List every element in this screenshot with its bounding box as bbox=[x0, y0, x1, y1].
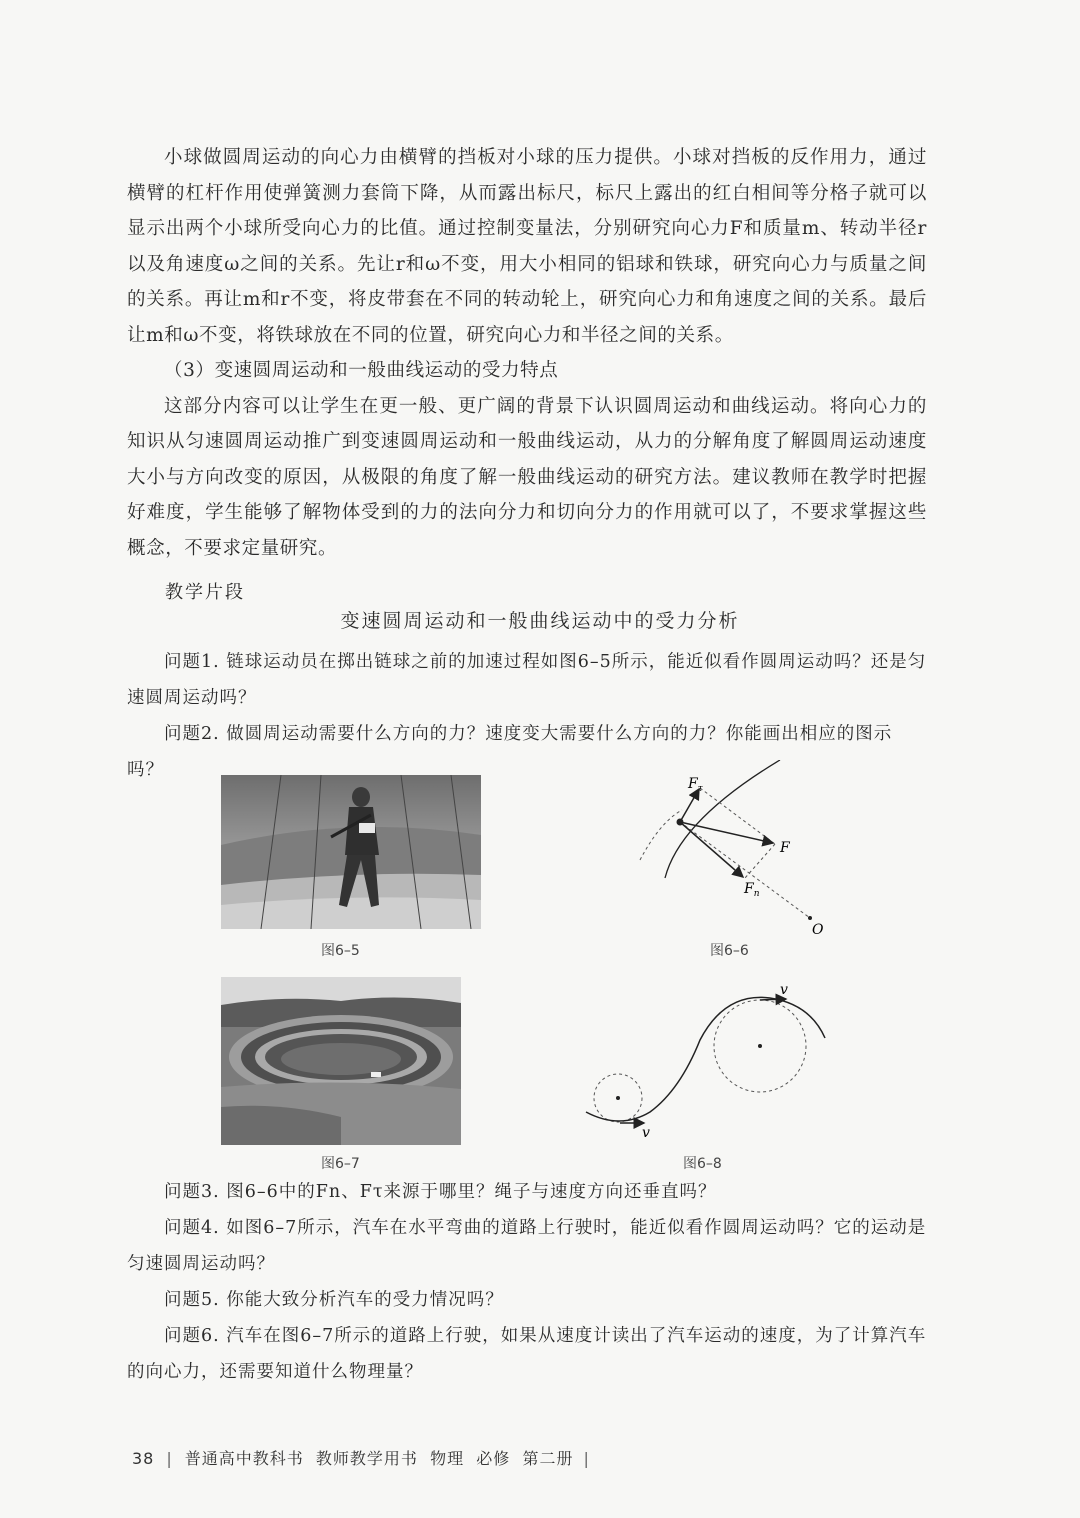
arrow-ft bbox=[680, 789, 699, 822]
center-point bbox=[808, 916, 812, 920]
teaching-title: 变速圆周运动和一般曲线运动中的受力分析 bbox=[340, 610, 740, 632]
arrow-fn bbox=[680, 822, 743, 877]
caption-fig6-6: 图6–6 bbox=[710, 943, 749, 959]
question-4: 问题4. 如图6–7所示，汽车在水平弯曲的道路上行驶时，能近似看作圆周运动吗？它的运动是匀速圆周运动吗？ bbox=[127, 1218, 927, 1274]
question-3: 问题3. 图6–6中的Fn、Fτ来源于哪里？绳子与速度方向还垂直吗？ bbox=[164, 1182, 717, 1202]
label-ft-sub: τ bbox=[697, 784, 703, 794]
paragraph-1: 小球做圆周运动的向心力由横臂的挡板对小球的压力提供。小球对挡板的反作用力，通过横臂的杠杆作用使弹簧测力套筒下降，从而露出标尺，标尺上露出的红白相间等分格子就可以显示出两个小球所受向心力的比值。通过控制变量法，分别研究向心力F和质量m、转动半径r以及角速度ω之间的关系。先让r和ω不变，用大小相同的铝球和铁球，研究向心力与质量之间的关系。再让m和r不变，将皮带套在不同的转动轮上，研究向心力和角速度之间的关系。最后让m和ω不变，将铁球放在不同的位置，研究向心力和半径之间的关系。 bbox=[127, 147, 927, 346]
paragraph-experiment bbox=[127, 140, 927, 566]
hammer-throw-photo bbox=[221, 775, 481, 929]
label-f: F bbox=[780, 840, 790, 856]
label-v-bottom: v bbox=[642, 1125, 650, 1140]
svg-text:Fτ bbox=[687, 776, 704, 794]
paragraph-3: 这部分内容可以让学生在更一般、更广阔的背景下认识圆周运动和曲线运动。将向心力的知识从匀速圆周运动推广到变速圆周运动和一般曲线运动，从力的分解角度了解圆周运动速度大小与方向改变的原因，从极限的角度了解一般曲线运动的研究方法。建议教师在教学时把握好难度，学生能够了解物体受到的力的法向分力和切向分力的作用就可以了，不要求掌握这些概念，不要求定量研究。 bbox=[127, 395, 927, 559]
question-6: 问题6. 汽车在图6–7所示的道路上行驶，如果从速度计读出了汽车运动的速度，为了计算汽车的向心力，还需要知道什么物理量？ bbox=[127, 1326, 927, 1382]
arrow-v-top bbox=[760, 999, 786, 1000]
subheading-3: （3）变速圆周运动和一般曲线运动的受力特点 bbox=[164, 360, 559, 381]
label-ft: F bbox=[688, 776, 698, 792]
label-o: O bbox=[812, 922, 824, 938]
page-footer: 38 | 普通高中教科书 教师教学用书 物理 必修 第二册 | bbox=[132, 1449, 590, 1468]
small-circle-center bbox=[616, 1096, 620, 1100]
label-fn: F bbox=[744, 881, 754, 897]
caption-fig6-7: 图6–7 bbox=[321, 1156, 360, 1172]
large-circle-center bbox=[758, 1044, 762, 1048]
curved-road-photo bbox=[221, 977, 461, 1145]
fn-dashed bbox=[745, 844, 775, 878]
question-1: 问题1. 链球运动员在掷出链球之前的加速过程如图6–5所示，能近似看作圆周运动吗？还是匀速圆周运动吗？ bbox=[127, 652, 927, 708]
label-v-top: v bbox=[780, 982, 788, 998]
teaching-label: 教学片段 bbox=[165, 582, 245, 603]
caption-fig6-8: 图6–8 bbox=[683, 1156, 722, 1172]
page-number: 38 bbox=[132, 1449, 155, 1468]
questions-bottom bbox=[127, 1174, 927, 1390]
curve-diagram bbox=[580, 980, 840, 1140]
caption-fig6-5: 图6–5 bbox=[321, 943, 360, 959]
svg-text:Fn bbox=[743, 881, 760, 899]
force-diagram bbox=[620, 760, 920, 940]
book-title: 普通高中教科书 教师教学用书 物理 必修 第二册 bbox=[184, 1449, 574, 1468]
curve-path bbox=[586, 997, 825, 1121]
label-fn-sub: n bbox=[753, 889, 760, 899]
question-5: 问题5. 你能大致分析汽车的受力情况吗？ bbox=[164, 1290, 504, 1310]
question-2: 问题2. 做圆周运动需要什么方向的力？速度变大需要什么方向的力？你能画出相应的图示吗？ bbox=[127, 724, 893, 780]
object-point bbox=[677, 819, 684, 826]
